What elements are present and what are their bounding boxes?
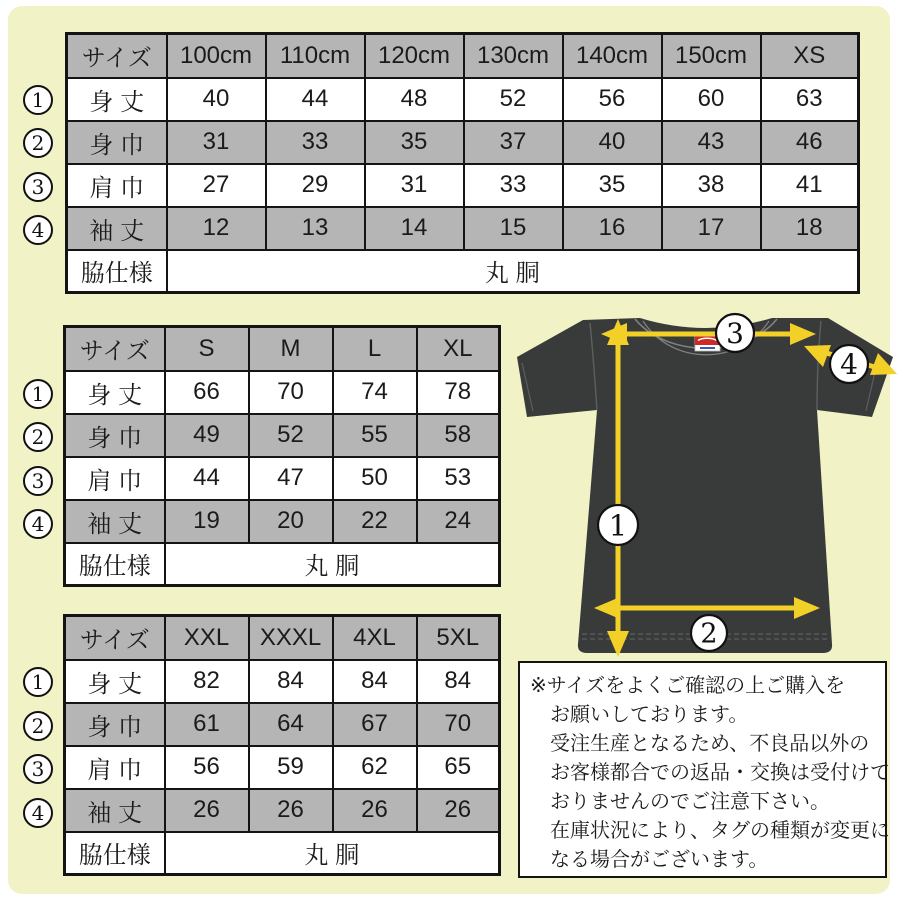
header-cell: サイズ xyxy=(65,616,165,660)
value-cell: 22 xyxy=(333,500,417,543)
notice-line: お客様都合での返品・交換は受付けて xyxy=(550,762,890,784)
value-cell: 12 xyxy=(167,207,266,250)
value-cell: 70 xyxy=(249,371,333,414)
header-cell: 100cm xyxy=(167,34,266,78)
value-cell: 63 xyxy=(761,78,859,121)
table-row xyxy=(65,746,500,789)
table-row xyxy=(67,164,859,207)
value-cell: 70 xyxy=(417,703,500,746)
value-cell: 52 xyxy=(464,78,563,121)
row-label-cell: 身 巾 xyxy=(65,414,165,457)
value-cell: 33 xyxy=(464,164,563,207)
marker-2-adult: 2 xyxy=(23,422,53,452)
row-label-cell: 袖 丈 xyxy=(65,500,165,543)
diagram-label-4 xyxy=(830,345,868,383)
value-cell: 74 xyxy=(333,371,417,414)
value-cell: 67 xyxy=(333,703,417,746)
row-label-cell: 脇仕様 xyxy=(65,543,165,586)
big-size-table xyxy=(63,614,501,876)
table-row xyxy=(65,371,500,414)
value-cell: 18 xyxy=(761,207,859,250)
value-cell: 47 xyxy=(249,457,333,500)
table-row xyxy=(67,78,859,121)
value-cell: 43 xyxy=(662,121,761,164)
diagram-label-1 xyxy=(598,505,638,545)
value-cell: 55 xyxy=(333,414,417,457)
marker-3-kids: 3 xyxy=(23,172,53,202)
svg-text:1: 1 xyxy=(608,508,628,543)
table-row xyxy=(65,457,500,500)
value-cell: 20 xyxy=(249,500,333,543)
kids-size-table xyxy=(65,32,860,294)
header-cell: 150cm xyxy=(662,34,761,78)
row-label-cell: 身 巾 xyxy=(67,121,167,164)
row-label-cell: 身 丈 xyxy=(65,660,165,703)
table-header-row xyxy=(65,327,500,371)
value-cell: 49 xyxy=(165,414,249,457)
row-label-cell: 脇仕様 xyxy=(65,832,165,875)
marker-1-adult: 1 xyxy=(23,379,53,409)
value-cell: 64 xyxy=(249,703,333,746)
value-cell: 41 xyxy=(761,164,859,207)
header-cell: サイズ xyxy=(67,34,167,78)
value-cell: 38 xyxy=(662,164,761,207)
table-row xyxy=(65,414,500,457)
marker-4-kids: 4 xyxy=(23,215,53,245)
value-cell: 60 xyxy=(662,78,761,121)
value-cell: 56 xyxy=(165,746,249,789)
marker-1-big: 1 xyxy=(23,667,53,697)
value-cell: 26 xyxy=(249,789,333,832)
table-row xyxy=(65,703,500,746)
table-row xyxy=(65,660,500,703)
table-row xyxy=(65,500,500,543)
table-footer-row xyxy=(65,832,500,875)
value-cell: 26 xyxy=(165,789,249,832)
value-cell: 24 xyxy=(417,500,500,543)
header-cell: XXL xyxy=(165,616,249,660)
notice-line: なる場合がございます。 xyxy=(550,849,769,871)
header-cell: L xyxy=(333,327,417,371)
value-cell: 59 xyxy=(249,746,333,789)
value-cell: 31 xyxy=(167,121,266,164)
marker-3-big: 3 xyxy=(23,754,53,784)
svg-text:2: 2 xyxy=(700,618,718,650)
value-cell: 31 xyxy=(365,164,464,207)
value-cell: 82 xyxy=(165,660,249,703)
footer-value-cell: 丸 胴 xyxy=(165,543,500,586)
row-label-cell: 袖 丈 xyxy=(67,207,167,250)
notice-line: お願いしております。 xyxy=(550,704,749,726)
value-cell: 26 xyxy=(333,789,417,832)
value-cell: 17 xyxy=(662,207,761,250)
row-label-cell: 肩 巾 xyxy=(65,746,165,789)
value-cell: 13 xyxy=(266,207,365,250)
header-cell: 140cm xyxy=(563,34,662,78)
value-cell: 53 xyxy=(417,457,500,500)
value-cell: 52 xyxy=(249,414,333,457)
header-cell: XXXL xyxy=(249,616,333,660)
diagram-label-3 xyxy=(716,314,754,352)
table-footer-row xyxy=(65,543,500,586)
value-cell: 14 xyxy=(365,207,464,250)
notice-line: おりませんのでご注意下さい。 xyxy=(550,791,830,813)
header-cell: 5XL xyxy=(417,616,500,660)
value-cell: 35 xyxy=(365,121,464,164)
marker-2-big: 2 xyxy=(23,711,53,741)
value-cell: 66 xyxy=(165,371,249,414)
value-cell: 56 xyxy=(563,78,662,121)
value-cell: 46 xyxy=(761,121,859,164)
value-cell: 48 xyxy=(365,78,464,121)
notice-line: ※サイズをよくご確認の上ご購入を xyxy=(530,675,846,697)
value-cell: 26 xyxy=(417,789,500,832)
marker-1-kids: 1 xyxy=(23,85,53,115)
header-cell: S xyxy=(165,327,249,371)
value-cell: 44 xyxy=(266,78,365,121)
value-cell: 62 xyxy=(333,746,417,789)
marker-4-big: 4 xyxy=(23,798,53,828)
header-cell: M xyxy=(249,327,333,371)
value-cell: 61 xyxy=(165,703,249,746)
row-label-cell: 身 丈 xyxy=(67,78,167,121)
row-label-cell: 袖 丈 xyxy=(65,789,165,832)
table-row xyxy=(67,207,859,250)
value-cell: 29 xyxy=(266,164,365,207)
value-cell: 40 xyxy=(167,78,266,121)
row-label-cell: 肩 巾 xyxy=(67,164,167,207)
value-cell: 19 xyxy=(165,500,249,543)
value-cell: 40 xyxy=(563,121,662,164)
value-cell: 84 xyxy=(333,660,417,703)
value-cell: 58 xyxy=(417,414,500,457)
notice-line: 在庫状況により、タグの種類が変更に xyxy=(550,820,890,842)
row-label-cell: 身 巾 xyxy=(65,703,165,746)
value-cell: 27 xyxy=(167,164,266,207)
footer-value-cell: 丸 胴 xyxy=(165,832,500,875)
table-footer-row xyxy=(67,250,859,293)
svg-text:4: 4 xyxy=(840,348,858,382)
value-cell: 35 xyxy=(563,164,662,207)
adult-size-table xyxy=(63,325,501,587)
value-cell: 78 xyxy=(417,371,500,414)
purchase-notice-box xyxy=(518,661,890,878)
marker-4-adult: 4 xyxy=(23,509,53,539)
diagram-label-2 xyxy=(691,615,727,651)
value-cell: 16 xyxy=(563,207,662,250)
header-cell: 120cm xyxy=(365,34,464,78)
header-cell: XS xyxy=(761,34,859,78)
marker-3-adult: 3 xyxy=(23,466,53,496)
marker-2-kids: 2 xyxy=(23,128,53,158)
value-cell: 15 xyxy=(464,207,563,250)
header-cell: 130cm xyxy=(464,34,563,78)
row-label-cell: 脇仕様 xyxy=(67,250,167,293)
value-cell: 84 xyxy=(417,660,500,703)
header-cell: 110cm xyxy=(266,34,365,78)
value-cell: 33 xyxy=(266,121,365,164)
value-cell: 65 xyxy=(417,746,500,789)
value-cell: 44 xyxy=(165,457,249,500)
header-cell: サイズ xyxy=(65,327,165,371)
svg-text:3: 3 xyxy=(726,317,744,351)
table-row xyxy=(65,789,500,832)
table-header-row xyxy=(67,34,859,78)
tshirt-svg xyxy=(505,312,900,660)
table-row xyxy=(67,121,859,164)
row-label-cell: 身 丈 xyxy=(65,371,165,414)
tshirt-measurement-diagram xyxy=(505,312,900,660)
value-cell: 37 xyxy=(464,121,563,164)
header-cell: XL xyxy=(417,327,500,371)
table-header-row xyxy=(65,616,500,660)
value-cell: 50 xyxy=(333,457,417,500)
value-cell: 84 xyxy=(249,660,333,703)
notice-line: 受注生産となるため、不良品以外の xyxy=(550,733,870,755)
footer-value-cell: 丸 胴 xyxy=(167,250,859,293)
header-cell: 4XL xyxy=(333,616,417,660)
row-label-cell: 肩 巾 xyxy=(65,457,165,500)
